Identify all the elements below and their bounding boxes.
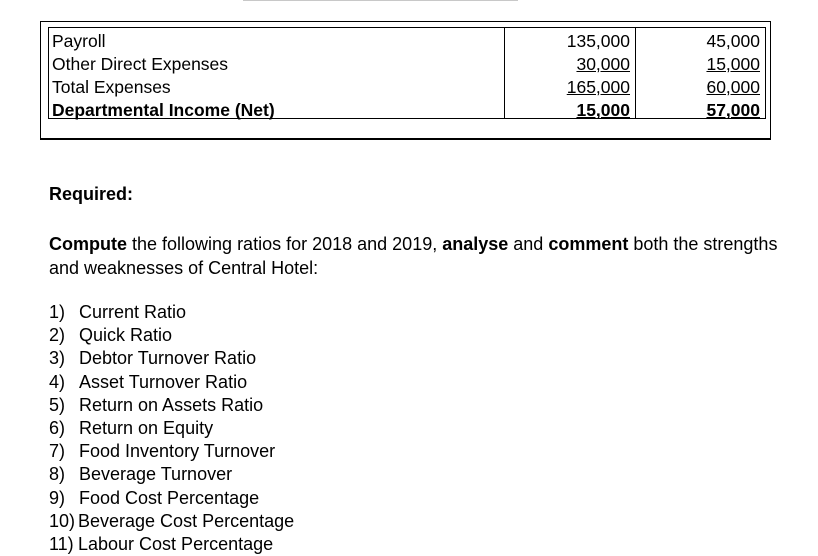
departmental-income-value-b: 57,000: [706, 100, 760, 120]
compute-keyword: Compute: [49, 234, 127, 254]
row-label-departmental-income: Departmental Income (Net): [52, 100, 275, 120]
list-number: 8): [49, 464, 66, 485]
list-item: [49, 347, 294, 370]
comment-keyword: comment: [548, 234, 629, 254]
list-item: [49, 510, 294, 533]
list-number: 1): [49, 302, 66, 322]
value-column-a: [505, 27, 636, 119]
list-item-text: Return on Equity: [79, 418, 214, 439]
analyse-keyword: analyse: [442, 234, 509, 254]
list-number: 10): [49, 510, 76, 531]
list-item-text: Quick Ratio: [79, 325, 173, 346]
departmental-expense-table: [40, 21, 771, 140]
ratio-list: [49, 301, 294, 556]
list-item-text: Labour Cost Percentage: [78, 534, 274, 555]
instructions-text-2: and: [508, 234, 549, 254]
list-item: [49, 324, 294, 347]
list-number: 2): [49, 325, 66, 346]
list-item: [49, 463, 294, 486]
value-column-b: [636, 27, 766, 119]
payroll-value-b: 45,000: [706, 31, 760, 51]
payroll-value-a: 135,000: [566, 31, 630, 51]
list-number: 6): [49, 418, 66, 439]
row-label-other-direct-expenses: Other Direct Expenses: [52, 54, 229, 74]
instructions-text-1: the following ratios for 2018 and 2019,: [127, 234, 443, 254]
instructions-text-3: both the strengths and weaknesses of Central Hotel:: [49, 234, 778, 278]
list-item: [49, 487, 294, 510]
list-number: 7): [49, 441, 66, 462]
list-item-text: Beverage Cost Percentage: [78, 510, 295, 531]
list-item-text: Return on Assets Ratio: [79, 394, 264, 415]
instructions-paragraph: [49, 232, 809, 280]
other-direct-expenses-value-a: 30,000: [576, 54, 630, 74]
list-item: [49, 371, 294, 394]
list-item-text: Food Inventory Turnover: [79, 441, 276, 462]
list-item: [49, 440, 294, 463]
row-label-payroll: Payroll: [52, 31, 106, 51]
list-item-text: Current Ratio: [79, 302, 187, 322]
list-item-text: Beverage Turnover: [79, 464, 233, 485]
other-direct-expenses-value-b: 15,000: [706, 54, 760, 74]
label-column: [48, 27, 505, 119]
list-number: 11): [49, 534, 74, 555]
list-item-text: Asset Turnover Ratio: [79, 371, 248, 392]
list-number: 5): [49, 394, 66, 415]
list-item: [49, 417, 294, 440]
list-item: [49, 394, 294, 417]
list-item: [49, 301, 294, 324]
list-number: 4): [49, 371, 66, 392]
list-number: 9): [49, 487, 66, 508]
list-number: 3): [49, 348, 66, 369]
top-divider: [243, 0, 518, 1]
list-item-text: Food Cost Percentage: [79, 487, 260, 508]
row-label-total-expenses: Total Expenses: [52, 77, 171, 97]
departmental-income-value-a: 15,000: [576, 100, 630, 120]
list-item-text: Debtor Turnover Ratio: [79, 348, 257, 369]
total-expenses-value-a: 165,000: [566, 77, 630, 97]
required-heading: Required:: [49, 184, 134, 204]
total-expenses-value-b: 60,000: [706, 77, 760, 97]
list-item: [49, 533, 294, 556]
